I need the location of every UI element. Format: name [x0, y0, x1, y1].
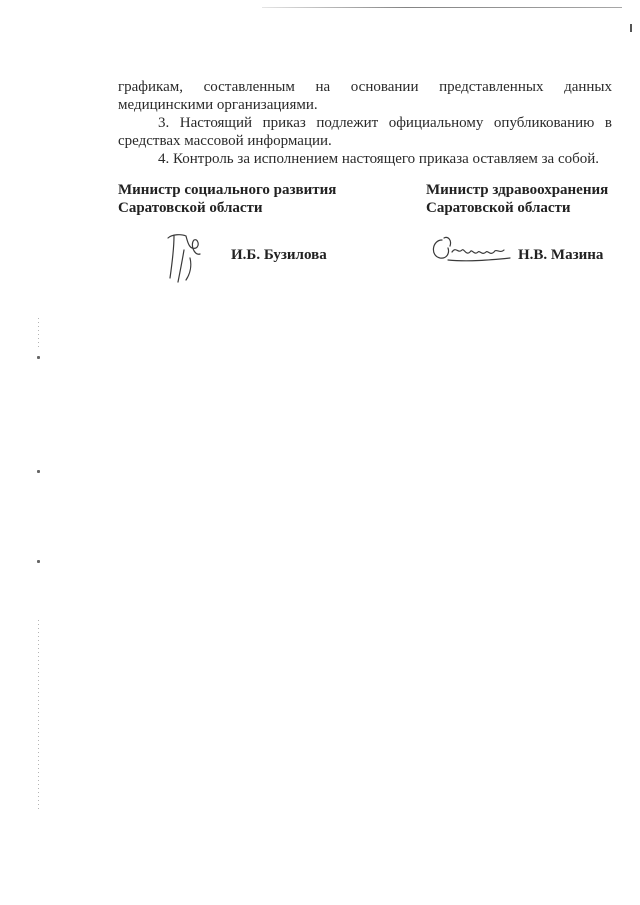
signatory-title-line: Министр социального развития: [118, 182, 337, 198]
signatory-title-line: Министр здравоохранения: [426, 182, 609, 198]
paragraph-item-3: 3. Настоящий приказ подлежит официальному опубликованию в средствах массовой информации.: [118, 115, 612, 149]
scan-dot: [37, 356, 40, 359]
scan-edge-line: [262, 7, 622, 8]
signatory-name-left: И.Б. Бузилова: [231, 247, 327, 263]
signatory-title-line: Саратовской области: [426, 200, 571, 216]
paragraph-continuation: графикам, составленным на основании представленных данных медицинскими организациями.: [118, 79, 612, 113]
scan-margin-speckle: [38, 318, 39, 348]
scan-dot: [37, 470, 40, 473]
handwritten-signature-right: [428, 232, 514, 266]
signatory-name-right: Н.В. Мазина: [518, 247, 604, 263]
signatory-title-right: [426, 181, 626, 217]
signatory-title-line: Саратовской области: [118, 200, 263, 216]
scan-dot: [37, 560, 40, 563]
signatory-title-left: [118, 181, 378, 217]
handwritten-signature-left: [160, 228, 220, 284]
scan-corner-mark: [630, 24, 632, 32]
paragraph-item-4: 4. Контроль за исполнением настоящего приказа оставляем за собой.: [158, 151, 600, 167]
scan-margin-speckle: [38, 620, 39, 810]
